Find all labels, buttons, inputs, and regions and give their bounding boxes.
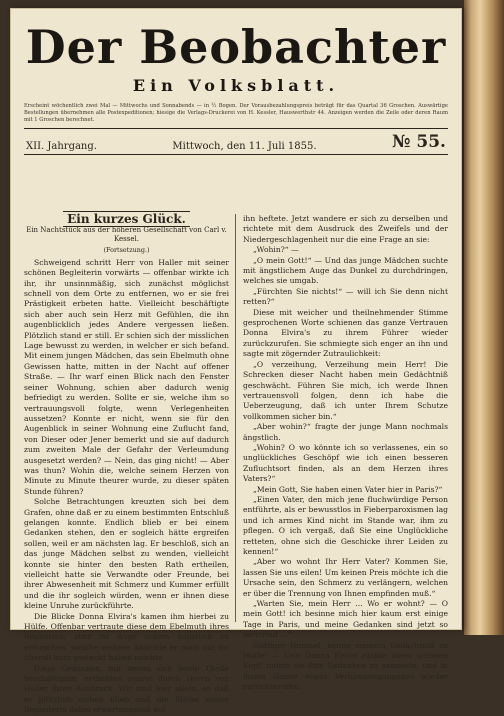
publication-notice: Erscheint wöchentlich zwei Mal — Mittwochs und Sonnabends — in ½ Bogen. Der Vorausbezahlungspreis beträgt für das Quartal 36 Groschen. Auswärtige Bestellungen übernehmen alle Postexpeditionen; hiesige die Verlags-Druckerei von H. Kessler, Hauswerthstr 44. Anzeigen werden die Zeile oder deren Raum mit 1 Groschen berechnet. [24,103,448,123]
paragraph: „Warten Sie, mein Herr ... Wo er wohnt? — O mein Gott! ich besinne mich hier kaum erst einige Tage in Paris, und meine Gedanken sind jetzt so zerstreut ...“ [243,599,448,640]
paragraph: „O verzeihung, Verzeihung mein Herr! Die Schrecken dieser Nacht haben mein Gedächtniß geschwächt. Führen Sie mich, ich werde Ihnen vertrauensvoll folgen, denn ich habe die Ueberzeugung, daß ich unter Ihrem Schutze vollkommen sicher bin.“ [243,359,448,421]
story-title-text: Ein kurzes Glück. [63,211,190,227]
paragraph: Die Blicke Donna Elvira's kamen ihm hierbei zu Hülfe. Offenbar vertraute diese dem Ebelmuth ihres Begleiters; aber ihr Auge schien ängstlich zu erforschen, welche weitere Absichte er noch mit ihr überall kurz gesteckt haben möchte. [24,611,229,663]
paragraph: Diese mit weicher und theilnehmender Stimme gesprochenen Worte schienen das ganze Vertrauen Donna Elvira's zu ihrem Führer wieder zurückzurufen. Sie schmiegte sich enger an ihn und sagte mit zögernder Zutraulichkeit: [243,307,448,359]
article-columns [24,212,448,715]
paragraph: „Einen Vater, den mich jene fluchwürdige Person entführte, als er bewusstlos in Fieberparoxismen lag und ich armes Kind nicht im Stande war, ihm zu pflegen. O ich vergaß, daß Sie eine Unglückliche retteten, ohne sich die Geschicke ihrer Leiden zu kennen!“ [243,494,448,556]
paragraph: Diese Gedanken, mit denen sich beide Theile beschäftigten, ertheilten zuerst durch Herrn von Haller ihren Ausdruck. Wir sind hier allein, so daß er plötzlich stehen blieb und die Blicke seiner Begleiterin dabei erwartungsvoll auf [24,663,229,715]
paragraph: „Mein Gott, Sie haben einen Vater hier in Paris?“ [253,484,443,494]
issue-date: Mittwoch, den 11. Juli 1855. [172,141,317,152]
masthead-title: Der Beobachter [25,20,447,74]
issue-year: XII. Jahrgang. [26,141,97,152]
paragraph: „Fürchten Sie nichts!“ — will ich Sie denn nicht retten?“ [243,286,448,307]
issue-number: № 55. [392,132,446,152]
issue-bar [24,128,448,155]
story-continued: (Fortsetzung.) [103,246,150,255]
left-column [24,212,236,715]
paragraph: „Aber wo wohnt Ihr Herr Vater? Kommen Sie, lassen Sie uns eilen! Um keinen Preis möchte ich die Ursache sein, den Schmerz zu verlängern, welchen er über die Trennung von Ihnen empfinden muß.“ [243,557,448,598]
paragraph: Solche Betrachtungen kreuzten sich bei dem Grafen, ohne daß er zu einem bestimmten Entschluß gelangen konnte. Endlich blieb er bei einem Gedanken stehen, den er sogleich hätte ergreifen sollen, weil er am nächsten lag. Er beschloß, sich an das junge Mädchen selbst zu wenden, vielleicht konnte sie hinter den besten Rath ertheilen, vielleicht hatte sie Verwandte oder Freunde, bei ihrer Abwesenheit mit Schmerz und Kummer erfüllt und die ihr sogleich würden, wenn er ihnen diese kleine Unruhe zurückführte. [24,497,229,611]
story-byline: Ein Nachtstück aus der höheren Gesellschaft von Carl v. Kessel. [26,226,227,244]
paragraph: Schweigend schritt Herr von Haller mit seiner schönen Begleiterin vorwärts — offenbar wirkte ich ihr, ihr unsinnmäßig, sich zunächst möglichst schnell von dem Orte zu entfernen, wo er sie frei Prästigkeit erbeten hatte. Vielleicht beschäftigte sich aber auch sein Herz mit Gefühlen, die ihn augenblicklich jedes Andere vergessen ließen. Plötzlich stand er still. Er schien sich der misslichen Lage bewusst zu werden, in welcher er sich befand. Mit einem jungen Mädchen, das sein Ebelmuth ohne Gewissen hatte, mitten in der Nacht auf offener Straße. — Ihr warf einen Blick nach den Fenster seiner Wohnung, schien aber dadurch wenig befriedigt zu werden. Sollte er sie, welche ihm so vertrauungsvoll folgte, wenn Verlegenheiten aussetzen? Konnte er nicht, wenn sie für den Augenblick in seiner Wohnung eine Zuflucht fand, von Dieser oder Jener bemerkt und sie auf dadurch zum zweiten Male der Gefahr der Verleumdung ausgesetzt werden? — Nein, das ging nicht! — Aber was thun? Wohin die, welche seinem Herzen von Minute zu Minute theurer wurde, zu dieser späten Stunde führen? [24,257,229,496]
newspaper-page [10,8,462,715]
paragraph: ihn heftete. Jetzt wandere er sich zu derselben und richtete mit dem Ausdruck des Zweifels und der Niedergeschlagenheit nur die eine Frage an sie: [243,214,448,244]
paragraph: „O mein Gott!“ — Und das junge Mädchen suchte mit ängstlichem Auge das Dunkel zu durchdringen, welches sie umgab. [243,255,448,286]
paragraph: Güttiger Himmel, kenne meinem Gedächtniß zu Hülfe! — Und Donna Elvira rückte ihren schönen Kopf, indem sie ihre Gedanken zu sammeln, und in ihrem Geiste etwas Verlorengegangenes wieder zurückzurufen. [243,640,448,692]
paragraph: „Wohin? O wo könnte ich so verlassenes, ein so unglückliches Geschöpf wie ich einen besseren Zufluchtsort finden, als an dem Herzen ihres Vaters?“ [243,442,448,484]
story-title [24,214,229,224]
masthead-subtitle: Ein Volksblatt. [132,76,340,95]
book-binding [464,0,504,635]
paragraph: „Wohin?“ — [253,245,299,255]
paragraph: „Aber wohin?“ fragte der junge Mann nochmals ängstlich. [243,422,448,442]
right-column [236,214,448,692]
